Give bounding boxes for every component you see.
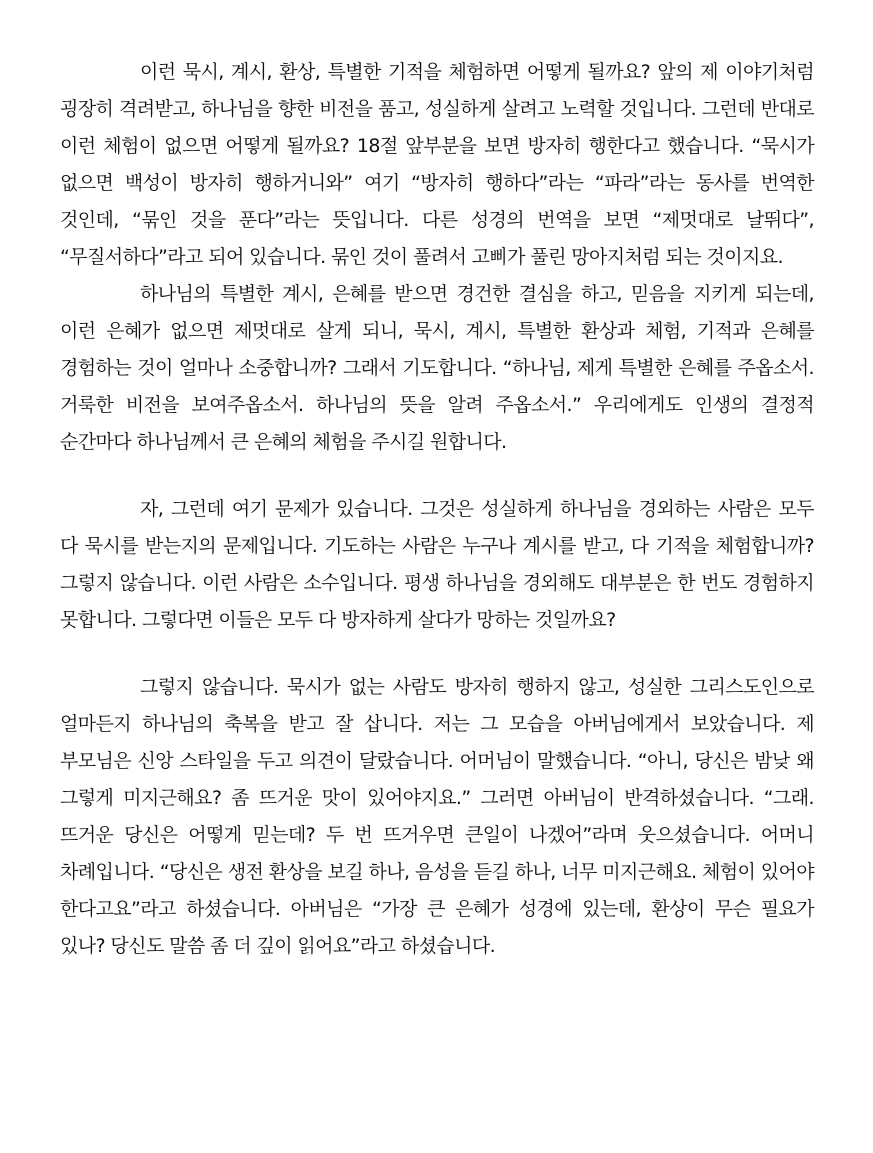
paragraph-2: 하나님의 특별한 계시, 은혜를 받으면 경건한 결심을 하고, 믿음을 지키게 되는데, 이런 은혜가 없으면 제멋대로 살게 되니, 묵시, 계시, 특별한 환상과 체험, 기적과 은혜를 경험하는 것이 얼마나 소중합니까? 그래서 기도합니다. “하나님, 제게 특별한 은혜를 주옵소서. 거룩한 비전을 보여주옵소서. 하나님의 뜻을 알려 주옵소서.” 우리에게도 인생의 결정적 순간마다 하나님께서 큰 은혜의 체험을 주시길 원합니다.: [60, 283, 814, 453]
document-page: [60, 54, 814, 965]
paragraph-1: 이런 묵시, 계시, 환상, 특별한 기적을 체험하면 어떻게 될까요? 앞의 제 이야기처럼 굉장히 격려받고, 하나님을 향한 비전을 품고, 성실하게 살려고 노력할 것입니다. 그런데 반대로 이런 체험이 없으면 어떻게 될까요? 18절 앞부분을 보면 방자히 행한다고 했습니다. “묵시가 없으면 백성이 방자히 행하거니와” 여기 “방자히 행하다”라는 “파라”라는 동사를 번역한 것인데, “묶인 것을 푼다”라는 뜻입니다. 다른 성경의 번역을 보면 “제멋대로 날뛰다”, “무질서하다”라고 되어 있습니다. 묶인 것이 풀려서 고삐가 풀린 망아지처럼 되는 것이지요.: [60, 61, 814, 268]
paragraph-3: 자, 그런데 여기 문제가 있습니다. 그것은 성실하게 하나님을 경외하는 사람은 모두 다 묵시를 받는지의 문제입니다. 기도하는 사람은 누구나 계시를 받고, 다 기적을 체험합니까? 그렇지 않습니다. 이런 사람은 소수입니다. 평생 하나님을 경외해도 대부분은 한 번도 경험하지 못합니다. 그렇다면 이들은 모두 다 방자하게 살다가 망하는 것일까요?: [60, 498, 814, 631]
paragraph-4: 그렇지 않습니다. 묵시가 없는 사람도 방자히 행하지 않고, 성실한 그리스도인으로 얼마든지 하나님의 축복을 받고 잘 삽니다. 저는 그 모습을 아버님에게서 보았습니다. 제 부모님은 신앙 스타일을 두고 의견이 달랐습니다. 어머님이 말했습니다. “아니, 당신은 밤낮 왜 그렇게 미지근해요? 좀 뜨거운 맛이 있어야지요.” 그러면 아버님이 반격하셨습니다. “그래. 뜨거운 당신은 어떻게 믿는데? 두 번 뜨거우면 큰일이 나겠어”라며 웃으셨습니다. 어머니 차례입니다. “당신은 생전 환상을 보길 하나, 음성을 듣길 하나, 너무 미지근해요. 체험이 있어야 한다고요”라고 하셨습니다. 아버님은 “가장 큰 은혜가 성경에 있는데, 환상이 무슨 필요가 있나? 당신도 말씀 좀 더 깊이 읽어요”라고 하셨습니다.: [60, 676, 814, 957]
